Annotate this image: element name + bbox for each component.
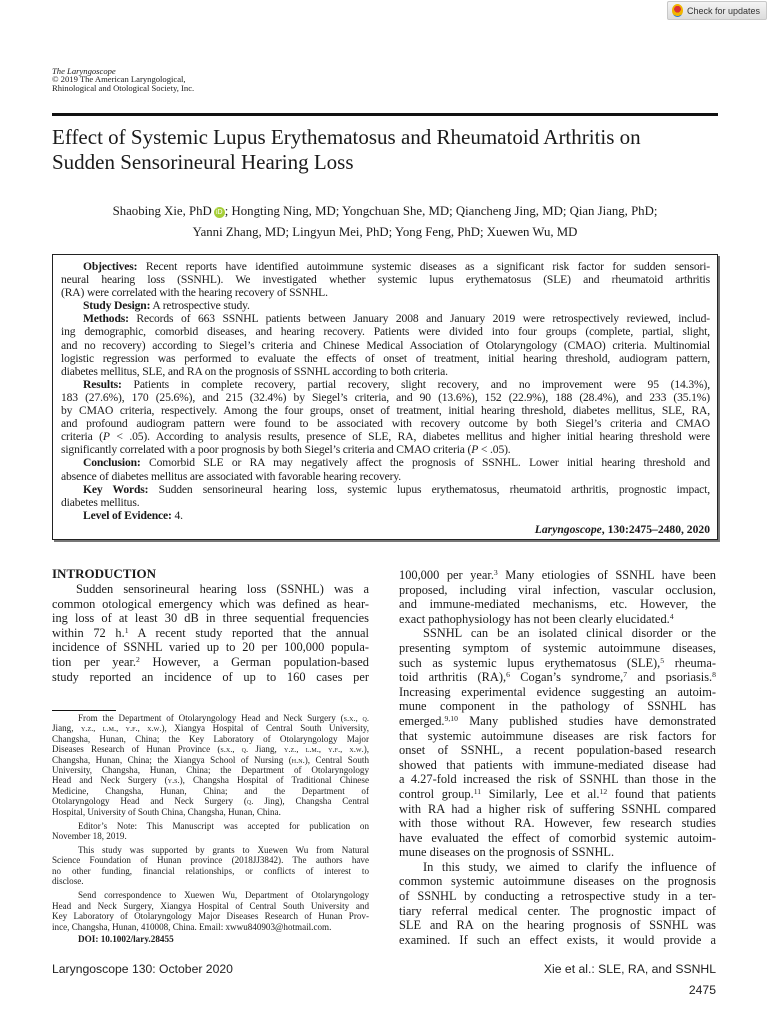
text-line	[399, 641, 716, 656]
italic-text: P	[102, 430, 110, 444]
text-line	[52, 670, 369, 685]
crossmark-icon	[672, 4, 683, 17]
text-run[interactable]: with RA had a higher risk of suffering SSNHL compared	[399, 801, 716, 816]
text-run[interactable]: and profound audiogram pattern were found to be associated with recovery outcome by both Siegel’s criteria and CMAO	[61, 417, 710, 431]
text-run[interactable]: exact pathophysiology has not been clearly elucidated.	[399, 611, 670, 626]
text-run[interactable]: diabetes mellitus.	[61, 495, 140, 509]
text-run[interactable]: no other funding, financial relationships, or conflicts of interest to	[52, 865, 369, 876]
text-run[interactable]: A recent study reported that the annual	[128, 625, 369, 640]
body-column-right	[399, 568, 716, 947]
text-run[interactable]: with those without RA. However, few research studies	[399, 816, 716, 831]
text-line	[61, 260, 710, 273]
text-line	[61, 509, 710, 522]
text-line	[399, 670, 716, 685]
text-run[interactable]: and psoriasis.	[627, 670, 713, 685]
text-run[interactable]: This study was supported by grants to Xuewen Wu from Natural	[78, 845, 369, 856]
text-run[interactable]: absence of diabetes mellitus are associated with favorable hearing recovery.	[61, 469, 402, 483]
paragraph	[399, 568, 716, 626]
italic-text: P	[471, 443, 479, 457]
author-list	[52, 201, 718, 243]
text-run[interactable]: < .05).	[478, 443, 511, 457]
text-run[interactable]: 100,000 per year.	[399, 568, 494, 582]
text-line	[52, 755, 369, 765]
text-line	[399, 656, 716, 671]
footnote-rule	[52, 710, 116, 711]
section-label: Key Words:	[83, 482, 149, 496]
paragraph	[52, 890, 369, 932]
page-number: 2475	[688, 983, 716, 997]
citation-journal: Laryngoscope	[534, 523, 602, 536]
text-line	[399, 729, 716, 744]
text-line	[399, 758, 716, 773]
text-line	[61, 365, 710, 378]
text-run[interactable]: Changsha, Hunan, China; the Key Laboratory of Otolaryngology Major	[52, 733, 369, 744]
header-rule	[52, 113, 718, 116]
citation-ref[interactable]: 1	[124, 625, 129, 635]
journal-header	[52, 67, 194, 92]
text-run[interactable]: proposed, including viral infection, vascular occlusion,	[399, 582, 716, 597]
text-run[interactable]: Diseases Research of Hunan Province (	[52, 744, 221, 755]
paragraph	[52, 845, 369, 887]
check-for-updates-button[interactable]	[667, 1, 767, 20]
citation-ref[interactable]: 8	[712, 670, 716, 680]
text-run[interactable]: Jing), Changsha Central	[253, 796, 369, 807]
text-run[interactable]: rheuma-	[664, 655, 716, 670]
text-line	[399, 802, 716, 817]
text-run[interactable]: incidence of SSNHL varied up to 20 per 100,000 popula-	[52, 640, 369, 655]
author-initials: s.x., q.	[343, 713, 369, 723]
article-title	[52, 125, 732, 175]
author-names: Yanni Zhang, MD; Lingyun Mei, PhD; Yong Feng, PhD; Xuewen Wu, MD	[192, 225, 578, 239]
text-line	[52, 611, 369, 626]
text-line	[52, 796, 369, 806]
text-run[interactable]: diabetes mellitus, SLE, and RA on the prognosis of SSNHL according to both criteria.	[61, 364, 448, 378]
text-run[interactable]: presenting symptom of systemic autoimmune diseases,	[399, 640, 716, 655]
author-name: Shaobing Xie, PhD	[112, 204, 212, 218]
text-run[interactable]: Hospital, University of South China, Changsha, Hunan, China.	[52, 806, 281, 817]
paragraph	[52, 713, 369, 817]
paragraph	[399, 626, 716, 860]
citation	[400, 523, 710, 537]
text-line	[61, 456, 710, 469]
text-line	[52, 744, 369, 754]
text-run[interactable]: Similarly, Lee et al.	[481, 786, 600, 801]
text-run[interactable]: Recent reports have identified autoimmune systemic diseases as a significant risk factor for sudden sensori-	[137, 260, 710, 273]
text-line	[52, 775, 369, 785]
text-line	[52, 807, 369, 817]
citation-ref[interactable]: 11	[473, 787, 482, 797]
text-run[interactable]: Many published studies have demonstrated	[457, 713, 716, 728]
citation-ref[interactable]: 6	[506, 670, 510, 680]
paragraph	[52, 582, 369, 684]
text-run[interactable]: control group.	[399, 786, 474, 801]
text-run[interactable]: that systemic autoimmune diseases are risk factors for	[399, 728, 716, 743]
text-line	[399, 714, 716, 729]
text-line	[399, 685, 716, 700]
text-run[interactable]: ),	[363, 744, 369, 755]
text-run[interactable]: (RA) were correlated with the hearing recovery of SSNHL.	[61, 286, 328, 300]
text-line	[52, 713, 369, 723]
author-initials: y.s.	[167, 775, 180, 786]
text-run[interactable]: Records of 663 SSNHL patients between January 2008 and January 2019 were retrospectively reviewed, includ-	[128, 312, 710, 326]
text-run[interactable]: such as systemic lupus erythematosus (SLE),	[399, 655, 661, 670]
text-run[interactable]: University, Changsha, Hunan, China; the Department of Otolaryngology	[52, 765, 369, 776]
text-line	[61, 443, 710, 456]
text-run[interactable]: Head and Neck Surgery, Xiangya Hospital of Central South University and	[52, 900, 369, 911]
footer-running-title: Xie et al.: SLE, RA, and SSNHL	[543, 962, 716, 976]
paragraph	[61, 483, 710, 509]
paragraph	[61, 312, 710, 377]
text-line	[52, 765, 369, 775]
text-run[interactable]: study reported an incidence of up to 160 cases per	[52, 669, 369, 684]
text-run[interactable]: Patients in complete recovery, partial recovery, slight recovery, and no improvement were 95 (14.3%),	[121, 377, 710, 391]
text-run[interactable]: examined. If such an effect exists, it would provide a	[399, 932, 716, 947]
text-run[interactable]: of SSNHL by conducting a retrospective study in a ter-	[399, 889, 716, 904]
citation-ref[interactable]: 5	[660, 655, 665, 665]
text-run[interactable]: Sudden sensorineural hearing loss, systemic lupus erythematosus, rheumatoid arthritis, prognostic impact,	[148, 482, 711, 496]
text-run[interactable]: common systemic autoimmune diseases on the prognosis	[399, 874, 716, 889]
text-line	[61, 339, 710, 352]
text-run[interactable]: onset of SSNHL, a recent population-based research	[399, 743, 716, 758]
text-run[interactable]: Many etiologies of SSNHL have been	[497, 568, 716, 582]
text-run[interactable]: neural hearing loss (SSNHL). We investigated whether systemic lupus erythematosus (SLE) and rheumatoid arthritis	[61, 273, 710, 287]
citation-ref[interactable]: 7	[623, 670, 628, 680]
text-line	[52, 845, 369, 855]
doi: DOI: 10.1002/lary.28455	[78, 934, 174, 944]
footnotes	[52, 713, 369, 936]
paragraph	[61, 260, 710, 299]
text-run[interactable]: From the Department of Otolaryngology Head and Neck Surgery (	[78, 713, 344, 723]
text-line	[61, 325, 710, 338]
paragraph	[52, 821, 369, 842]
text-line	[52, 866, 369, 876]
text-line	[52, 911, 369, 921]
text-line	[399, 933, 716, 948]
text-run[interactable]: November 18, 2019.	[52, 831, 127, 842]
text-line	[399, 860, 716, 875]
text-line	[52, 723, 369, 733]
text-run[interactable]: logistic regression was performed to evaluate the effects of onset of treatment, initial hearing threshold, audiogram pattern,	[61, 351, 710, 365]
text-line	[399, 772, 716, 787]
text-run[interactable]: toid arthritis (RA),	[399, 670, 507, 685]
text-run[interactable]: Science Foundation of Hunan province (2018JJ3842). The authors have	[52, 855, 369, 866]
text-run[interactable]: a 4.27-fold increased the risk of SSNHL than those in the	[399, 772, 716, 787]
text-run[interactable]: Editor’s Note: This Manuscript was accepted for publication on	[78, 820, 369, 831]
text-run[interactable]: mune diseases on the prognosis of SSNHL.	[399, 845, 615, 860]
text-run[interactable]: SSNHL can be an isolated clinical disorder or the	[423, 626, 716, 641]
section-label: Methods:	[83, 312, 129, 326]
text-line	[52, 901, 369, 911]
text-run[interactable]: In this study, we aimed to clarify the influence of	[423, 859, 716, 874]
text-run[interactable]: 183 (27.6%), 170 (25.6%), and 215 (32.4%) by Siegel’s criteria, and 90 (13.6%), 152 (22.9%), 188 (28.4%), and 233 (35.1%)	[61, 390, 710, 404]
text-run[interactable]: < .05). According to analysis results, presence of SLE, RA, diabetes mellitus and higher initial hearing threshold were	[109, 430, 710, 444]
paragraph	[399, 860, 716, 948]
text-line	[52, 626, 369, 641]
text-run[interactable]: Medicine, Changsha, Hunan, China; and the Department of	[52, 785, 369, 796]
text-run[interactable]: within 72 h.	[52, 625, 125, 640]
section-label: Level of Evidence:	[83, 508, 172, 522]
section-label: Objectives:	[83, 260, 138, 273]
text-line	[61, 496, 710, 509]
text-line	[52, 922, 369, 932]
citation-ref[interactable]: 9,10	[444, 714, 458, 724]
text-run[interactable]: However, a German population-based	[139, 654, 370, 669]
text-line	[61, 312, 710, 325]
text-line	[399, 816, 716, 831]
text-line	[399, 874, 716, 889]
text-line	[52, 655, 369, 670]
text-run[interactable]: Head and Neck Surgery (	[52, 775, 168, 786]
author-initials: q.	[246, 796, 254, 807]
text-run[interactable]: 4.	[171, 508, 183, 522]
section-label: Conclusion:	[83, 456, 141, 470]
text-line	[52, 597, 369, 612]
text-line	[52, 831, 369, 841]
text-line	[52, 855, 369, 865]
text-run[interactable]: Cogan’s syndrome,	[509, 670, 624, 685]
text-line	[399, 831, 716, 846]
text-line	[52, 890, 369, 900]
journal-name: The Laryngoscope	[52, 66, 116, 76]
text-run[interactable]: Changsha, Hunan, China; the Xiangya School of Nursing (	[52, 754, 292, 765]
text-line	[399, 626, 716, 641]
text-run[interactable]: ), Xiangya Hospital of Central South University,	[161, 723, 369, 734]
text-run[interactable]: common otological emergency which was defined as hear-	[52, 596, 369, 611]
text-line	[399, 743, 716, 758]
text-run[interactable]: Key Laboratory of Otolaryngology Major Diseases Research of Hunan Prov-	[52, 911, 369, 922]
text-line	[399, 787, 716, 802]
text-line	[399, 845, 716, 860]
text-run[interactable]: tion per year.	[52, 654, 137, 669]
body-column-left	[52, 582, 369, 684]
check-for-updates-label: Check for updates	[687, 5, 761, 16]
footer-journal-issue: Laryngoscope 130: October 2020	[52, 962, 233, 976]
text-line	[61, 286, 710, 299]
text-line	[52, 876, 369, 886]
paragraph	[61, 509, 710, 522]
abstract-text	[61, 260, 710, 522]
text-run[interactable]: Send correspondence to Xuewen Wu, Department of Otolaryngology	[78, 890, 369, 901]
text-line	[61, 470, 710, 483]
text-line	[61, 391, 710, 404]
copyright-line: Rhinological and Otological Society, Inc.	[52, 82, 195, 93]
text-run[interactable]: showed that patients with immune-mediated disease had	[399, 757, 716, 772]
text-run[interactable]: criteria (	[61, 430, 103, 444]
text-run[interactable]: ), Central South	[304, 754, 369, 765]
text-run[interactable]: significantly correlated with a poor prognosis by both Siegel’s criteria and CMAO criteria (	[61, 443, 472, 457]
text-line	[61, 273, 710, 286]
text-line	[399, 597, 716, 612]
paragraph	[61, 299, 710, 312]
citation-ref[interactable]: 4	[669, 611, 674, 621]
author-initials: y.z., l.m., y.f., x.w.	[80, 723, 162, 734]
text-run[interactable]: Jiang,	[52, 723, 81, 734]
text-run[interactable]: ing loss of at least 30 dB in three sequential frequencies	[52, 611, 369, 626]
text-line	[399, 904, 716, 919]
text-run[interactable]: Comorbid SLE or RA may negatively affect the prognosis of SSNHL. Lower initial hearing threshold and	[140, 456, 710, 470]
text-run[interactable]: SLE and RA on the hearing prognosis of SSNHL was	[399, 918, 716, 933]
text-run[interactable]: mune component in the pathology of SSNHL has	[399, 699, 716, 714]
text-line	[61, 378, 710, 391]
text-run[interactable]: found that patients	[607, 786, 717, 801]
text-line	[399, 699, 716, 714]
text-line	[399, 568, 716, 583]
author-names: ; Hongting Ning, MD; Yongchuan She, MD; Qiancheng Jing, MD; Qian Jiang, PhD;	[224, 204, 658, 218]
text-run[interactable]: tiary referral medical center. The prognostic impact of	[399, 903, 716, 918]
paragraph	[61, 378, 710, 457]
citation-ref[interactable]: 2	[136, 655, 140, 665]
text-line	[52, 821, 369, 831]
text-line	[52, 582, 369, 597]
text-line	[61, 352, 710, 365]
author-initials: h.n.	[291, 754, 305, 765]
section-heading-introduction: INTRODUCTION	[52, 566, 157, 581]
text-run[interactable]: and immune-mediated mechanisms, etc. However, the	[399, 597, 716, 612]
section-label: Results:	[83, 377, 122, 391]
text-run[interactable]: disclose.	[52, 876, 84, 887]
text-run[interactable]: ing demographic, comorbid diseases, and hearing recovery. Patients were divided into four groups (complete, partial, slight,	[61, 325, 710, 339]
text-line	[399, 918, 716, 933]
text-line	[61, 404, 710, 417]
title-line: Effect of Systemic Lupus Erythematosus and Rheumatoid Arthritis on	[52, 125, 641, 149]
copyright-line: © 2019 The American Laryngological,	[52, 74, 186, 85]
orcid-icon[interactable]: iD	[214, 207, 225, 218]
title-line: Sudden Sensorineural Hearing Loss	[52, 150, 354, 174]
text-line	[61, 299, 710, 312]
text-run[interactable]: Jiang,	[248, 744, 285, 755]
text-line	[61, 417, 710, 430]
text-line	[61, 430, 710, 443]
text-line	[399, 612, 716, 627]
text-run[interactable]: Sudden sensorineural hearing loss (SSNHL) was a	[76, 582, 369, 596]
citation-volume: , 130:2475–2480, 2020	[601, 523, 710, 536]
text-line	[399, 583, 716, 598]
text-line	[52, 734, 369, 744]
section-label: Study Design:	[83, 299, 151, 313]
text-run[interactable]: have evaluated the effect of comorbid systemic autoim-	[399, 830, 716, 845]
text-run[interactable]: A retrospective study.	[150, 299, 250, 313]
text-line	[399, 889, 716, 904]
citation-ref[interactable]: 12	[599, 787, 608, 797]
text-run[interactable]: ), Changsha Hospital of Traditional Chinese	[179, 775, 369, 786]
text-line	[52, 786, 369, 796]
citation-ref[interactable]: 3	[493, 568, 498, 578]
text-run[interactable]: and no recovery) according to Siegel’s criteria and Chinese Medical Association of Otolaryngology (CMAO) criteria. Multinomial	[61, 338, 710, 352]
text-run[interactable]: ince, Changsha, Hunan, 410008, China. Email: xwwu840903@hotmail.com.	[52, 921, 332, 932]
text-line	[52, 640, 369, 655]
author-initials: s.x., q.	[220, 744, 249, 755]
paragraph	[61, 456, 710, 482]
text-run[interactable]: Increasing experimental evidence suggesting an autoim-	[399, 684, 716, 699]
text-line	[61, 483, 710, 496]
text-run[interactable]: Otolaryngology Head and Neck Surgery (	[52, 796, 247, 807]
text-run[interactable]: by CMAO criteria, respectively. Among the four groups, onset of treatment, initial hearing threshold, diabetes mellitus, SLE, RA,	[61, 404, 710, 418]
author-initials: y.z., l.m., y.f., x.w.	[284, 744, 364, 755]
text-run[interactable]: emerged.	[399, 713, 445, 728]
